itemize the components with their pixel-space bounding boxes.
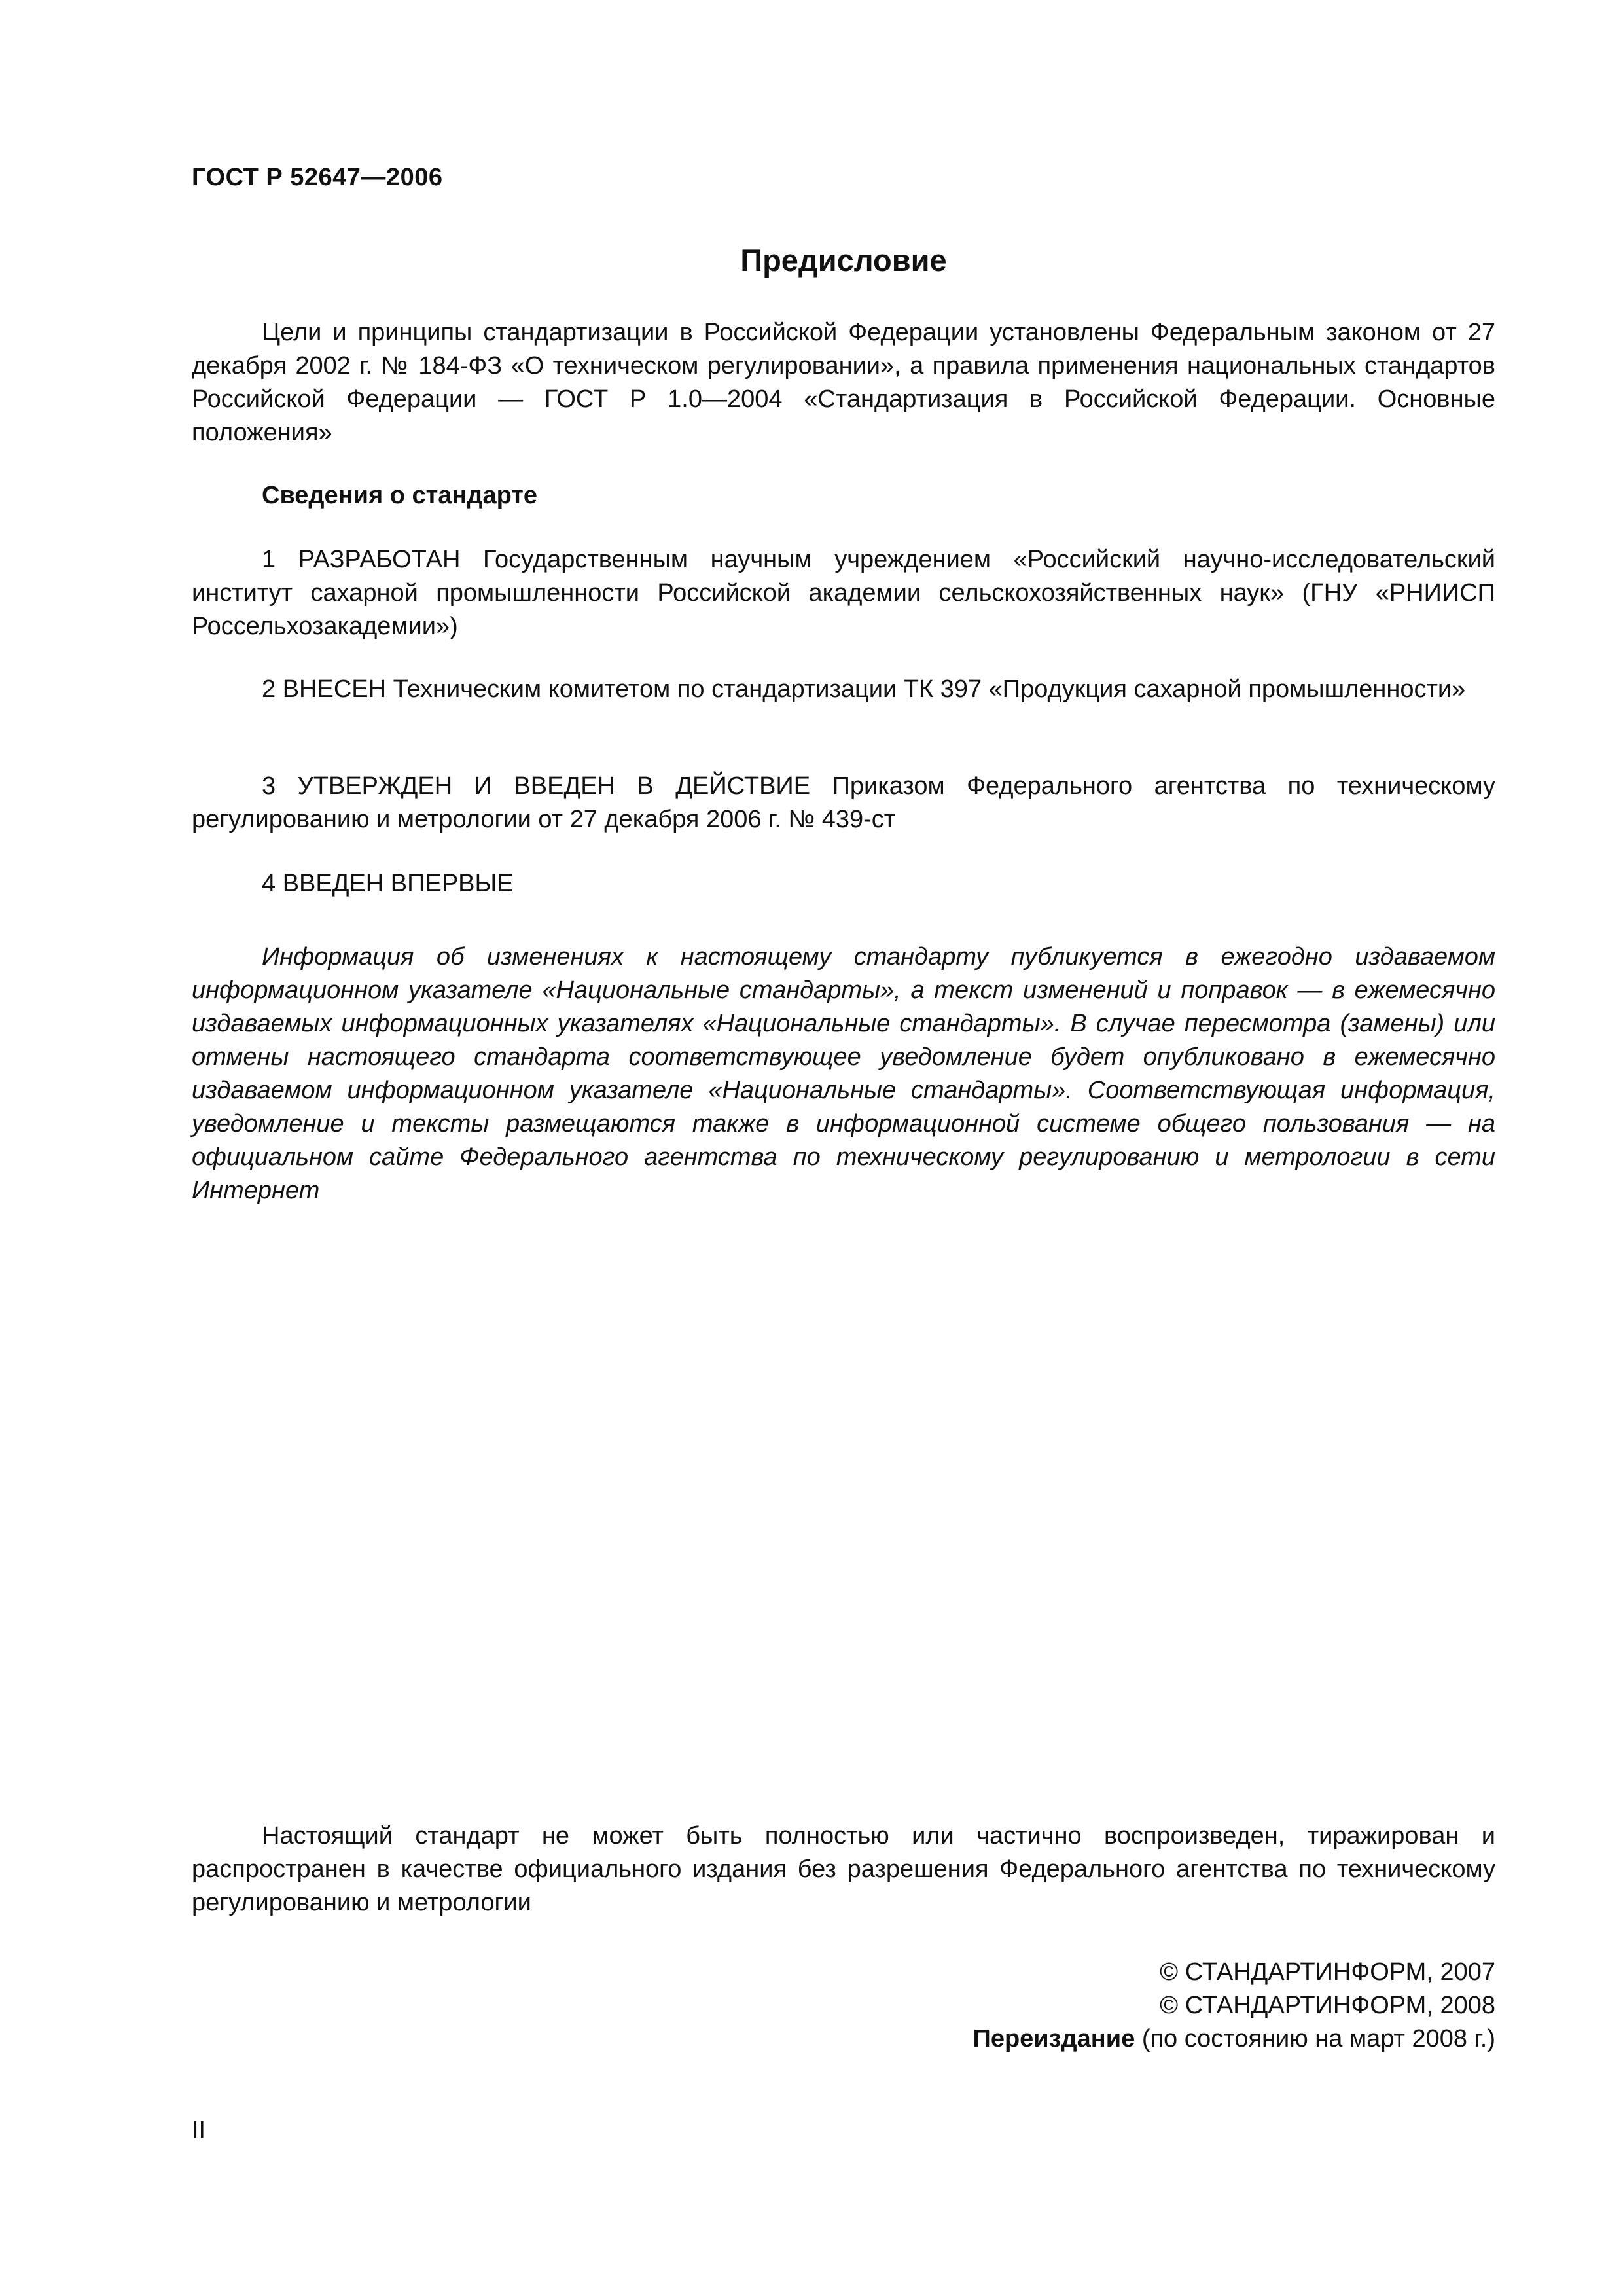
item-submitted: 2 ВНЕСЕН Техническим комитетом по стандартизации ТК 397 «Продукция сахарной промышленности» [262, 675, 1466, 703]
copyright-line-2007: © СТАНДАРТИНФОРМ, 2007 [1160, 1958, 1495, 1986]
changes-note: Информация об изменениях к настоящему стандарту публикуется в ежегодно издаваемом информационном указателе «Национальные стандарты», а текст изменений и поправок — в ежемесячно издаваемых информационных указателях «Национальные стандарты». В случае пересмотра (замены) или отмены настоящего стандарта соответствующее уведомление будет опубликовано в ежемесячно издаваемом информационном указателе «Национальные стандарты». Соответствующая информация, уведомление и тексты размещаются также в информационной системе общего пользования — на официальном сайте Федерального агентства по техническому регулированию и метрологии в сети Интернет [192, 943, 1495, 1204]
section-title: Предисловие [740, 243, 947, 278]
document-code: ГОСТ Р 52647—2006 [192, 164, 443, 191]
item-approved: 3 УТВЕРЖДЕН И ВВЕДЕН В ДЕЙСТВИЕ Приказом Федерального агентства по техническому регулированию и метрологии от 27 декабря 2006 г. № 439-ст [192, 772, 1495, 833]
reissue-label: Переиздание [972, 2025, 1135, 2053]
info-heading: Сведения о стандарте [262, 482, 538, 509]
intro-paragraph: Цели и принципы стандартизации в Российской Федерации установлены Федеральным законом от 27 декабря 2002 г. № 184-ФЗ «О техническом регулировании», а правила применения национальных стандартов Российской Федерации — ГОСТ Р 1.0—2004 «Стандартизация в Российской Федерации. Основные положения» [192, 319, 1495, 446]
item-developed: 1 РАЗРАБОТАН Государственным научным учреждением «Российский научно-исследовательский институт сахарной промышленности Российской академии сельскохозяйственных наук» (ГНУ «РНИИСП Россельхозакадемии») [192, 546, 1495, 640]
reissue-note: (по состоянию на март 2008 г.) [1135, 2025, 1495, 2053]
reproduction-notice: Настоящий стандарт не может быть полностью или частично воспроизведен, тиражирован и распространен в качестве официального издания без разрешения Федерального агентства по техническому регулированию и метрологии [192, 1822, 1495, 1916]
reissue-line [973, 2022, 1495, 2056]
page-number: II [192, 2117, 206, 2144]
item-introduced: 4 ВВЕДЕН ВПЕРВЫЕ [262, 870, 514, 897]
copyright-block [973, 1956, 1495, 2056]
copyright-line-2008: © СТАНДАРТИНФОРМ, 2008 [1160, 1992, 1495, 2019]
